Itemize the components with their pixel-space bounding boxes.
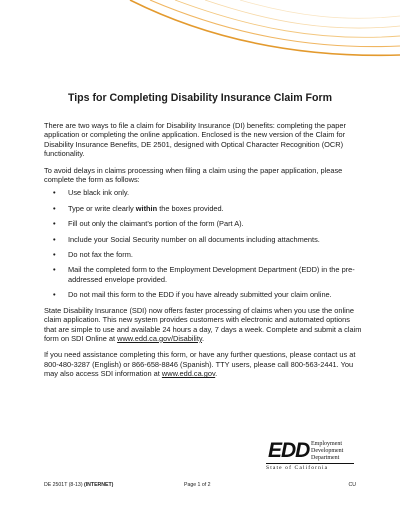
main-content [44, 121, 362, 386]
disability-link[interactable]: www.edd.ca.gov/Disability [117, 333, 203, 343]
footer-code: CU [348, 482, 356, 488]
list-item: • Type or write clearly within the boxes provided. [44, 204, 362, 213]
edd-logo [266, 439, 356, 473]
state-of-california-label: State of California [266, 465, 329, 471]
sdi-paragraph: State Disability Insurance (SDI) now offers faster processing of claims when you use the online claim application. This new system provides customers with electronic and automated options that are simple to use and available 24 hours a day, 7 days a week. Complete and submit a claim form on SDI Online at www.edd.ca.gov/Disability. [44, 305, 362, 343]
edd-logo-mark: EDD [268, 439, 310, 462]
list-item: • Include your Social Security number on all documents including attachments. [44, 235, 362, 244]
edd-home-link[interactable]: www.edd.ca.gov [161, 369, 216, 379]
form-identifier: DE 2501T (8-13) (INTERNET) [44, 482, 114, 488]
intro-paragraph: There are two ways to file a claim for Disability Insurance (DI) benefits: completing the paper application or completing the online application. Enclosed is the new version of the Claim for Disability Insurance Benefits, DE 2501, designed with Optical Character Recognition (OCR) functionality. [44, 121, 346, 159]
list-item: • Do not fax the form. [44, 250, 362, 259]
list-item: • Use black ink only. [44, 188, 362, 197]
emphasis-within: within [135, 203, 158, 213]
list-item: • Fill out only the claimant’s portion of the form (Part A). [44, 219, 362, 228]
page-number: Page 1 of 2 [184, 482, 211, 488]
delays-paragraph: To avoid delays in claims processing when filing a claim using the paper application, please complete the form as follows: [44, 165, 343, 185]
instruction-list [44, 188, 362, 299]
logo-divider [266, 463, 354, 464]
list-item: • Do not mail this form to the EDD if you have already submitted your claim online. [44, 290, 362, 299]
edd-logo-wordmark: Employment Development Department [311, 441, 344, 461]
page-title: Tips for Completing Disability Insurance Claim Form [67, 92, 333, 104]
help-paragraph: If you need assistance completing this form, or have any further questions, please contact us at 800-480-3287 (English) or 866-658-8846 (Spanish). TTY users, please call 800-563-2441. You may also access SDI information at www.edd.ca.gov. [44, 350, 356, 379]
list-item: • Mail the completed form to the Employment Development Department (EDD) in the pre-addressed envelope provided. [44, 265, 362, 284]
header-swoosh-graphic [0, 0, 400, 80]
